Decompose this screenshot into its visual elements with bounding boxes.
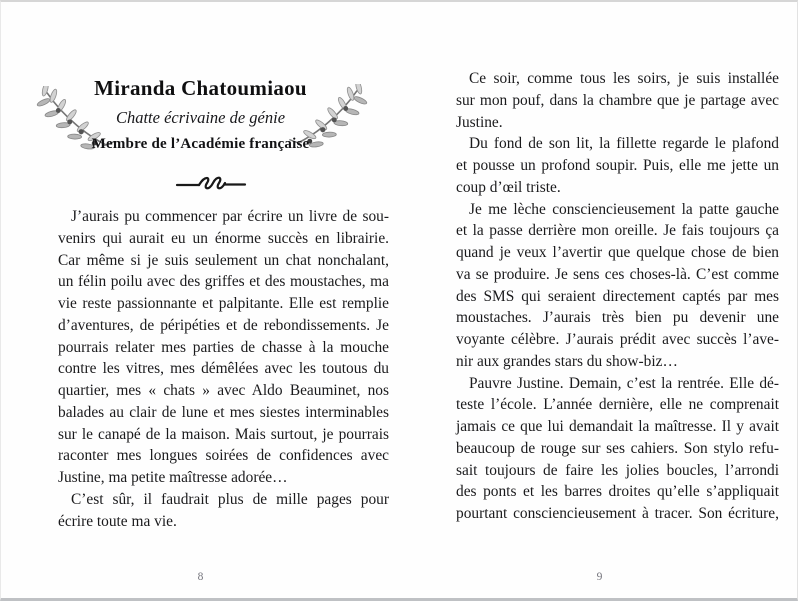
text-line: d’aventures, de péripéties et de rebondissements. Je	[58, 316, 389, 334]
author-name: Miranda Chatoumiaou	[94, 76, 307, 100]
text-line: sait toujours de faire les jolies boucles, l’arrondi	[456, 461, 779, 479]
text-line: Ce soir, comme tous les soirs, je suis installée	[469, 70, 779, 87]
paragraph	[456, 68, 779, 133]
text-line: contre les vitres, mes démêlées avec les toutous du	[58, 360, 389, 378]
text-line: beaucoup de rouge sur ses cahiers. Son stylo refu-	[456, 439, 779, 457]
text-line: teste l’école. L’année dernière, elle ne comprenait	[456, 396, 779, 414]
page-left	[1, 2, 400, 598]
paragraph	[456, 373, 779, 525]
text-line: Pauvre Justine. Demain, c’est la rentrée. Elle dé-	[469, 374, 779, 392]
text-line: et pousse un profond soupir. Puis, elle me jette un	[456, 157, 779, 174]
paragraph	[58, 489, 389, 533]
ornament-divider-icon	[175, 174, 247, 192]
text-line: va se produire. Je sens ces choses-là. C’est comme	[456, 265, 779, 283]
left-page-text	[58, 206, 389, 532]
text-line: balades au clair de lune et mes siestes interminables	[58, 403, 389, 421]
text-line: Justine, ma petite maîtresse adorée…	[58, 469, 288, 486]
author-affiliation: Membre de l’Académie française	[91, 136, 310, 152]
right-page-text	[456, 68, 779, 525]
text-line: coup d’œil triste.	[456, 178, 561, 196]
text-line: des ponts et les barres droites qu’elle s’appliquait	[456, 483, 779, 501]
text-line: C’est sûr, il faudrait plus de mille pages pour	[71, 490, 389, 508]
text-line: voyante célèbre. J’aurais prédit avec succès l’ave-	[456, 331, 779, 348]
text-line: J’aurais pu commencer par écrire un livre de sou-	[71, 208, 389, 225]
text-line: un félin poilu avec des griffes et des moustaches, ma	[58, 273, 389, 291]
text-line: Car même si je suis seulement un chat nonchalant,	[58, 251, 389, 269]
page-number-right: 9	[596, 571, 603, 583]
text-line: pourrais relater mes parties de chasse à la mouche	[58, 338, 389, 356]
text-line: Du fond de son lit, la fillette regarde le plafond	[469, 135, 779, 153]
author-role: Chatte écrivaine de génie	[115, 108, 286, 127]
page-number-left: 8	[197, 571, 204, 583]
text-line: des SMS qui seraient directement captés par mes	[456, 287, 779, 305]
text-line: et la passe derrière mon oreille. Je fais toujours ça	[456, 222, 779, 240]
text-line: Justine.	[456, 113, 503, 131]
paragraph	[456, 199, 779, 373]
paragraph	[456, 133, 779, 198]
text-line: Je me lèche consciencieusement la patte gauche	[469, 200, 779, 218]
text-line: sur mon pouf, dans la chambre que je partage avec	[456, 91, 779, 109]
paragraph	[58, 206, 389, 489]
text-line: nir aux grandes stars du show-biz…	[456, 352, 678, 370]
page-right	[400, 2, 798, 598]
text-line: écrire toute ma vie.	[58, 512, 177, 530]
text-line: venirs qui aurait eu un énorme succès en librairie.	[58, 229, 389, 247]
text-line: jamais ce que lui demandait la maîtresse. Il y avait	[456, 418, 779, 435]
text-line: quand je veux l’avertir que quelque chose de bien	[456, 244, 779, 261]
text-line: raconter mes longues soirées de confidences avec	[58, 447, 389, 465]
text-line: vie reste passionnante et palpitante. Elle est remplie	[58, 295, 389, 312]
text-line: pourtant consciencieusement à tracer. Son écriture,	[456, 505, 779, 522]
text-line: sur le canapé de la maison. Mais surtout, je pourrais	[58, 425, 389, 443]
text-line: quartier, mes « chats » avec Aldo Beauminet, nos	[58, 382, 389, 399]
text-line: moustaches. J’aurais très bien pu devenir une	[456, 309, 779, 327]
